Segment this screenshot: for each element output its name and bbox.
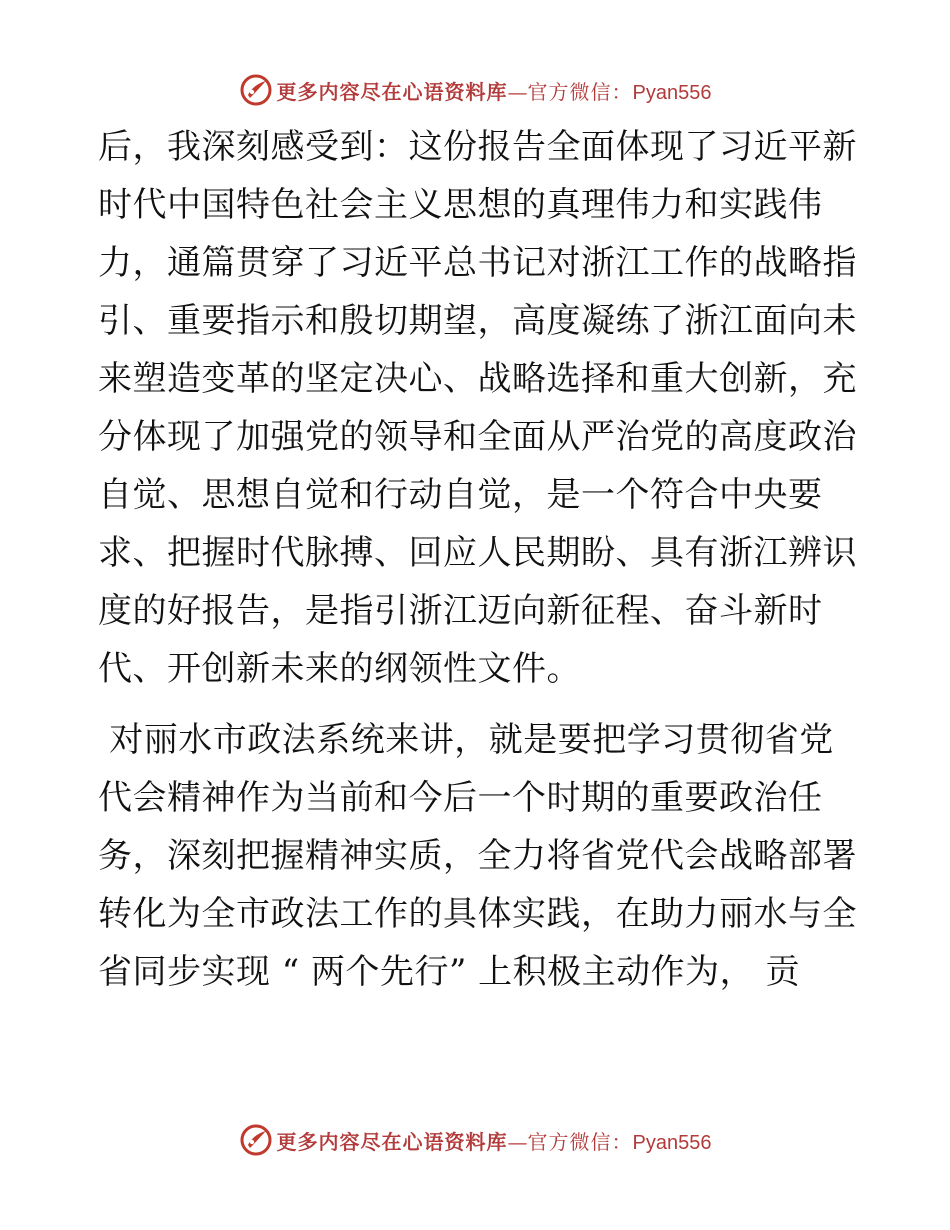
header-watermark <box>0 70 950 110</box>
text-line: 代、开创新未来的纲领性文件。 <box>98 649 581 689</box>
text-line: 力，通篇贯穿了习近平总书记对浙江工作的战略指 <box>98 243 857 283</box>
text-line: 代会精神作为当前和今后一个时期的重要政治任 <box>98 778 823 818</box>
text-line: 来塑造变革的坚定决心、战略选择和重大创新，充 <box>98 359 857 399</box>
pen-logo-icon <box>239 73 273 107</box>
header-slogan: 更多内容尽在心语资料库 <box>276 79 508 104</box>
header-dash: — <box>507 79 528 104</box>
text-line: 后，我深刻感受到：这份报告全面体现了习近平新 <box>98 127 857 167</box>
paragraph-gap <box>98 698 858 711</box>
text-line: 对丽水市政法系统来讲，就是要把学习贯彻省党 <box>98 720 834 760</box>
footer-slogan: 更多内容尽在心语资料库 <box>276 1129 508 1154</box>
header-wechat-label: 官方微信： <box>527 79 633 104</box>
document-body <box>98 118 858 1001</box>
text-line: 自觉、思想自觉和行动自觉，是一个符合中央要 <box>98 475 823 515</box>
paragraph-1 <box>98 118 858 698</box>
text-line: 分体现了加强党的领导和全面从严治党的高度政治 <box>98 417 857 457</box>
footer-dash: — <box>507 1129 528 1154</box>
text-line: 时代中国特色社会主义思想的真理伟力和实践伟 <box>98 185 823 225</box>
text-line: 务，深刻把握精神实质，全力将省党代会战略部署 <box>98 836 857 876</box>
footer-wechat-label: 官方微信： <box>527 1129 633 1154</box>
pen-logo-icon <box>239 1123 273 1157</box>
footer-watermark <box>0 1120 950 1160</box>
text-line: 求、把握时代脉搏、回应人民期盼、具有浙江辨识 <box>98 533 857 573</box>
footer-wechat-id: Pyan556 <box>632 1131 712 1154</box>
text-line: 引、重要指示和殷切期望，高度凝练了浙江面向未 <box>98 301 857 341</box>
text-line: 度的好报告，是指引浙江迈向新征程、奋斗新时 <box>98 591 823 631</box>
header-wechat-id: Pyan556 <box>632 81 712 104</box>
text-line: 转化为全市政法工作的具体实践，在助力丽水与全 <box>98 894 857 934</box>
text-line: 省同步实现 “ 两个先行” 上积极主动作为， 贡 <box>98 952 800 992</box>
paragraph-2 <box>98 711 858 1001</box>
